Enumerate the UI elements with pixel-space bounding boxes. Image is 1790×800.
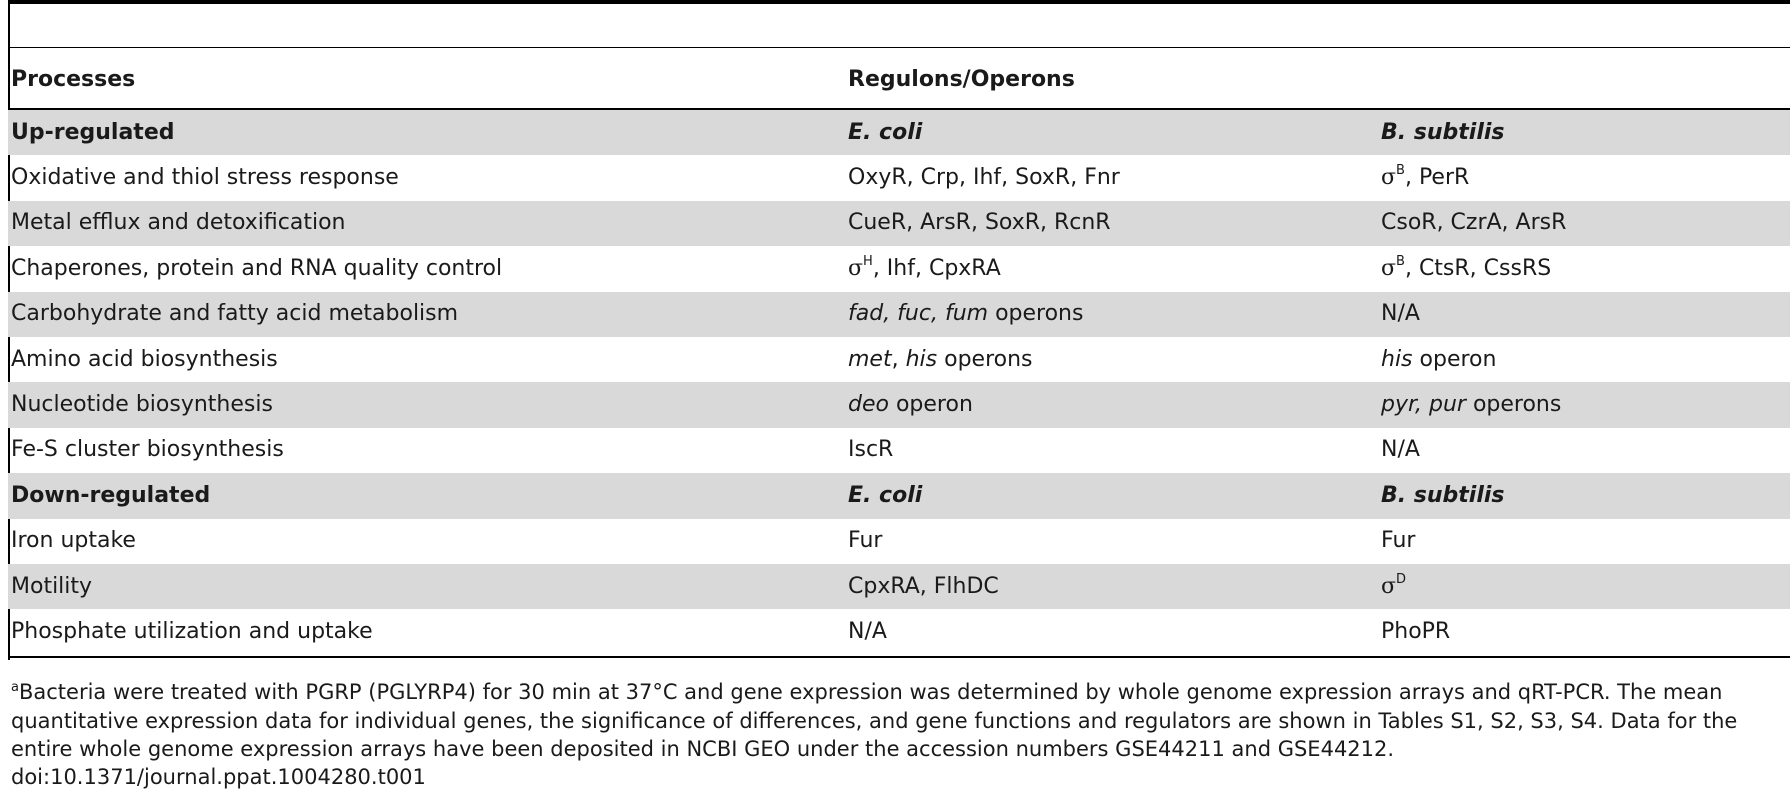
bsubtilis-cell: B. subtilis	[1378, 110, 1790, 155]
ecoli-cell	[845, 246, 1378, 291]
ecoli-cell: N/A	[848, 618, 887, 644]
process-cell: Iron uptake	[11, 528, 136, 554]
sigma-superscript: B	[1396, 253, 1405, 269]
separator-text: ,	[891, 346, 906, 372]
regulon-text: operons	[1465, 392, 1562, 418]
regulon-text: , CtsR, CssRS	[1404, 255, 1552, 281]
bsubtilis-cell: PhoPR	[1381, 618, 1451, 644]
table-figure	[8, 0, 1790, 800]
bsubtilis-cell: Fur	[1381, 528, 1416, 554]
table-row	[8, 246, 1790, 291]
process-cell: Fe-S cluster biosynthesis	[11, 437, 284, 463]
ecoli-cell: Fur	[848, 528, 883, 554]
regulon-text: operon	[1412, 346, 1497, 372]
bsubtilis-cell: N/A	[1378, 292, 1790, 337]
table-row	[8, 155, 1790, 200]
process-cell: Nucleotide biosynthesis	[8, 382, 845, 427]
ecoli-cell: IscR	[848, 437, 894, 463]
bsubtilis-cell	[1378, 337, 1790, 382]
ecoli-cell: CueR, ArsR, SoxR, RcnR	[845, 201, 1378, 246]
ecoli-cell: E. coli	[845, 473, 1378, 518]
operon-names: fad, fuc, fum	[848, 301, 989, 327]
header-regulons: Regulons/Operons	[848, 67, 1075, 92]
table-row	[8, 564, 1790, 609]
footnote-marker: a	[11, 680, 19, 695]
process-cell: Up-regulated	[8, 110, 845, 155]
process-cell: Carbohydrate and fatty acid metabolism	[8, 292, 845, 337]
bsubtilis-cell	[1378, 155, 1790, 200]
process-cell: Phosphate utilization and uptake	[11, 618, 373, 644]
table-footnote	[11, 678, 1790, 764]
top-rule	[8, 0, 1790, 4]
doi-text: doi:10.1371/journal.ppat.1004280.t001	[11, 765, 426, 789]
ecoli-cell: E. coli	[845, 110, 1378, 155]
process-cell: Motility	[8, 564, 845, 609]
process-cell: Chaperones, protein and RNA quality control	[11, 255, 503, 281]
operon-names: met	[848, 346, 892, 372]
data-table	[8, 110, 1790, 655]
bsubtilis-cell: N/A	[1381, 437, 1420, 463]
table-row	[8, 428, 1790, 473]
table-row	[8, 292, 1790, 337]
process-cell: Metal efflux and detoxification	[8, 201, 845, 246]
sigma-superscript: D	[1396, 571, 1407, 587]
ecoli-cell: CpxRA, FlhDC	[845, 564, 1378, 609]
table-row	[8, 201, 1790, 246]
table-row	[8, 473, 1790, 518]
operon-names: his	[1381, 346, 1413, 372]
process-cell: Oxidative and thiol stress response	[11, 165, 399, 191]
footnote-text: Bacteria were treated with PGRP (PGLYRP4) for 30 min at 37°C and gene expression was determined by whole genome expression arrays and qRT-PCR. The mean quantitative expression data for individual genes, the significance of differences, and gene functions and regulators are shown in Tables S1, S2, S3, S4. Data for the entire whole genome expression arrays have been deposited in NCBI GEO under the accession numbers GSE44211 and GSE44212.	[11, 680, 1738, 761]
sigma-symbol: σ	[1381, 255, 1397, 281]
table-row	[8, 337, 1790, 382]
sigma-superscript: H	[863, 253, 873, 269]
regulon-text: , Ihf, CpxRA	[872, 255, 1001, 281]
bsubtilis-cell	[1378, 382, 1790, 427]
sigma-superscript: B	[1396, 163, 1405, 179]
sigma-symbol: σ	[1381, 165, 1397, 191]
table-row	[8, 110, 1790, 155]
bsubtilis-cell	[1378, 246, 1790, 291]
regulon-text: operon	[888, 392, 973, 418]
table-row	[8, 609, 1790, 654]
bsubtilis-cell: B. subtilis	[1378, 473, 1790, 518]
operon-names: deo	[848, 392, 889, 418]
operon-names: his	[905, 346, 938, 372]
table-header	[11, 47, 1790, 108]
operon-names: pyr, pur	[1381, 392, 1466, 418]
process-cell: Amino acid biosynthesis	[11, 346, 278, 372]
regulon-text: , PerR	[1404, 165, 1470, 191]
regulon-text: operons	[937, 346, 1033, 372]
sigma-symbol: σ	[1381, 573, 1397, 599]
ecoli-cell	[845, 382, 1378, 427]
ecoli-cell	[845, 292, 1378, 337]
regulon-text: operons	[988, 301, 1084, 327]
table-row	[8, 519, 1790, 564]
sigma-symbol: σ	[848, 255, 864, 281]
ecoli-cell	[845, 337, 1378, 382]
ecoli-cell: OxyR, Crp, Ihf, SoxR, Fnr	[848, 165, 1120, 191]
header-processes: Processes	[11, 67, 136, 92]
process-cell: Down-regulated	[8, 473, 845, 518]
bottom-rule	[8, 656, 1790, 658]
bsubtilis-cell	[1378, 564, 1790, 609]
bsubtilis-cell: CsoR, CzrA, ArsR	[1378, 201, 1790, 246]
table-row	[8, 382, 1790, 427]
